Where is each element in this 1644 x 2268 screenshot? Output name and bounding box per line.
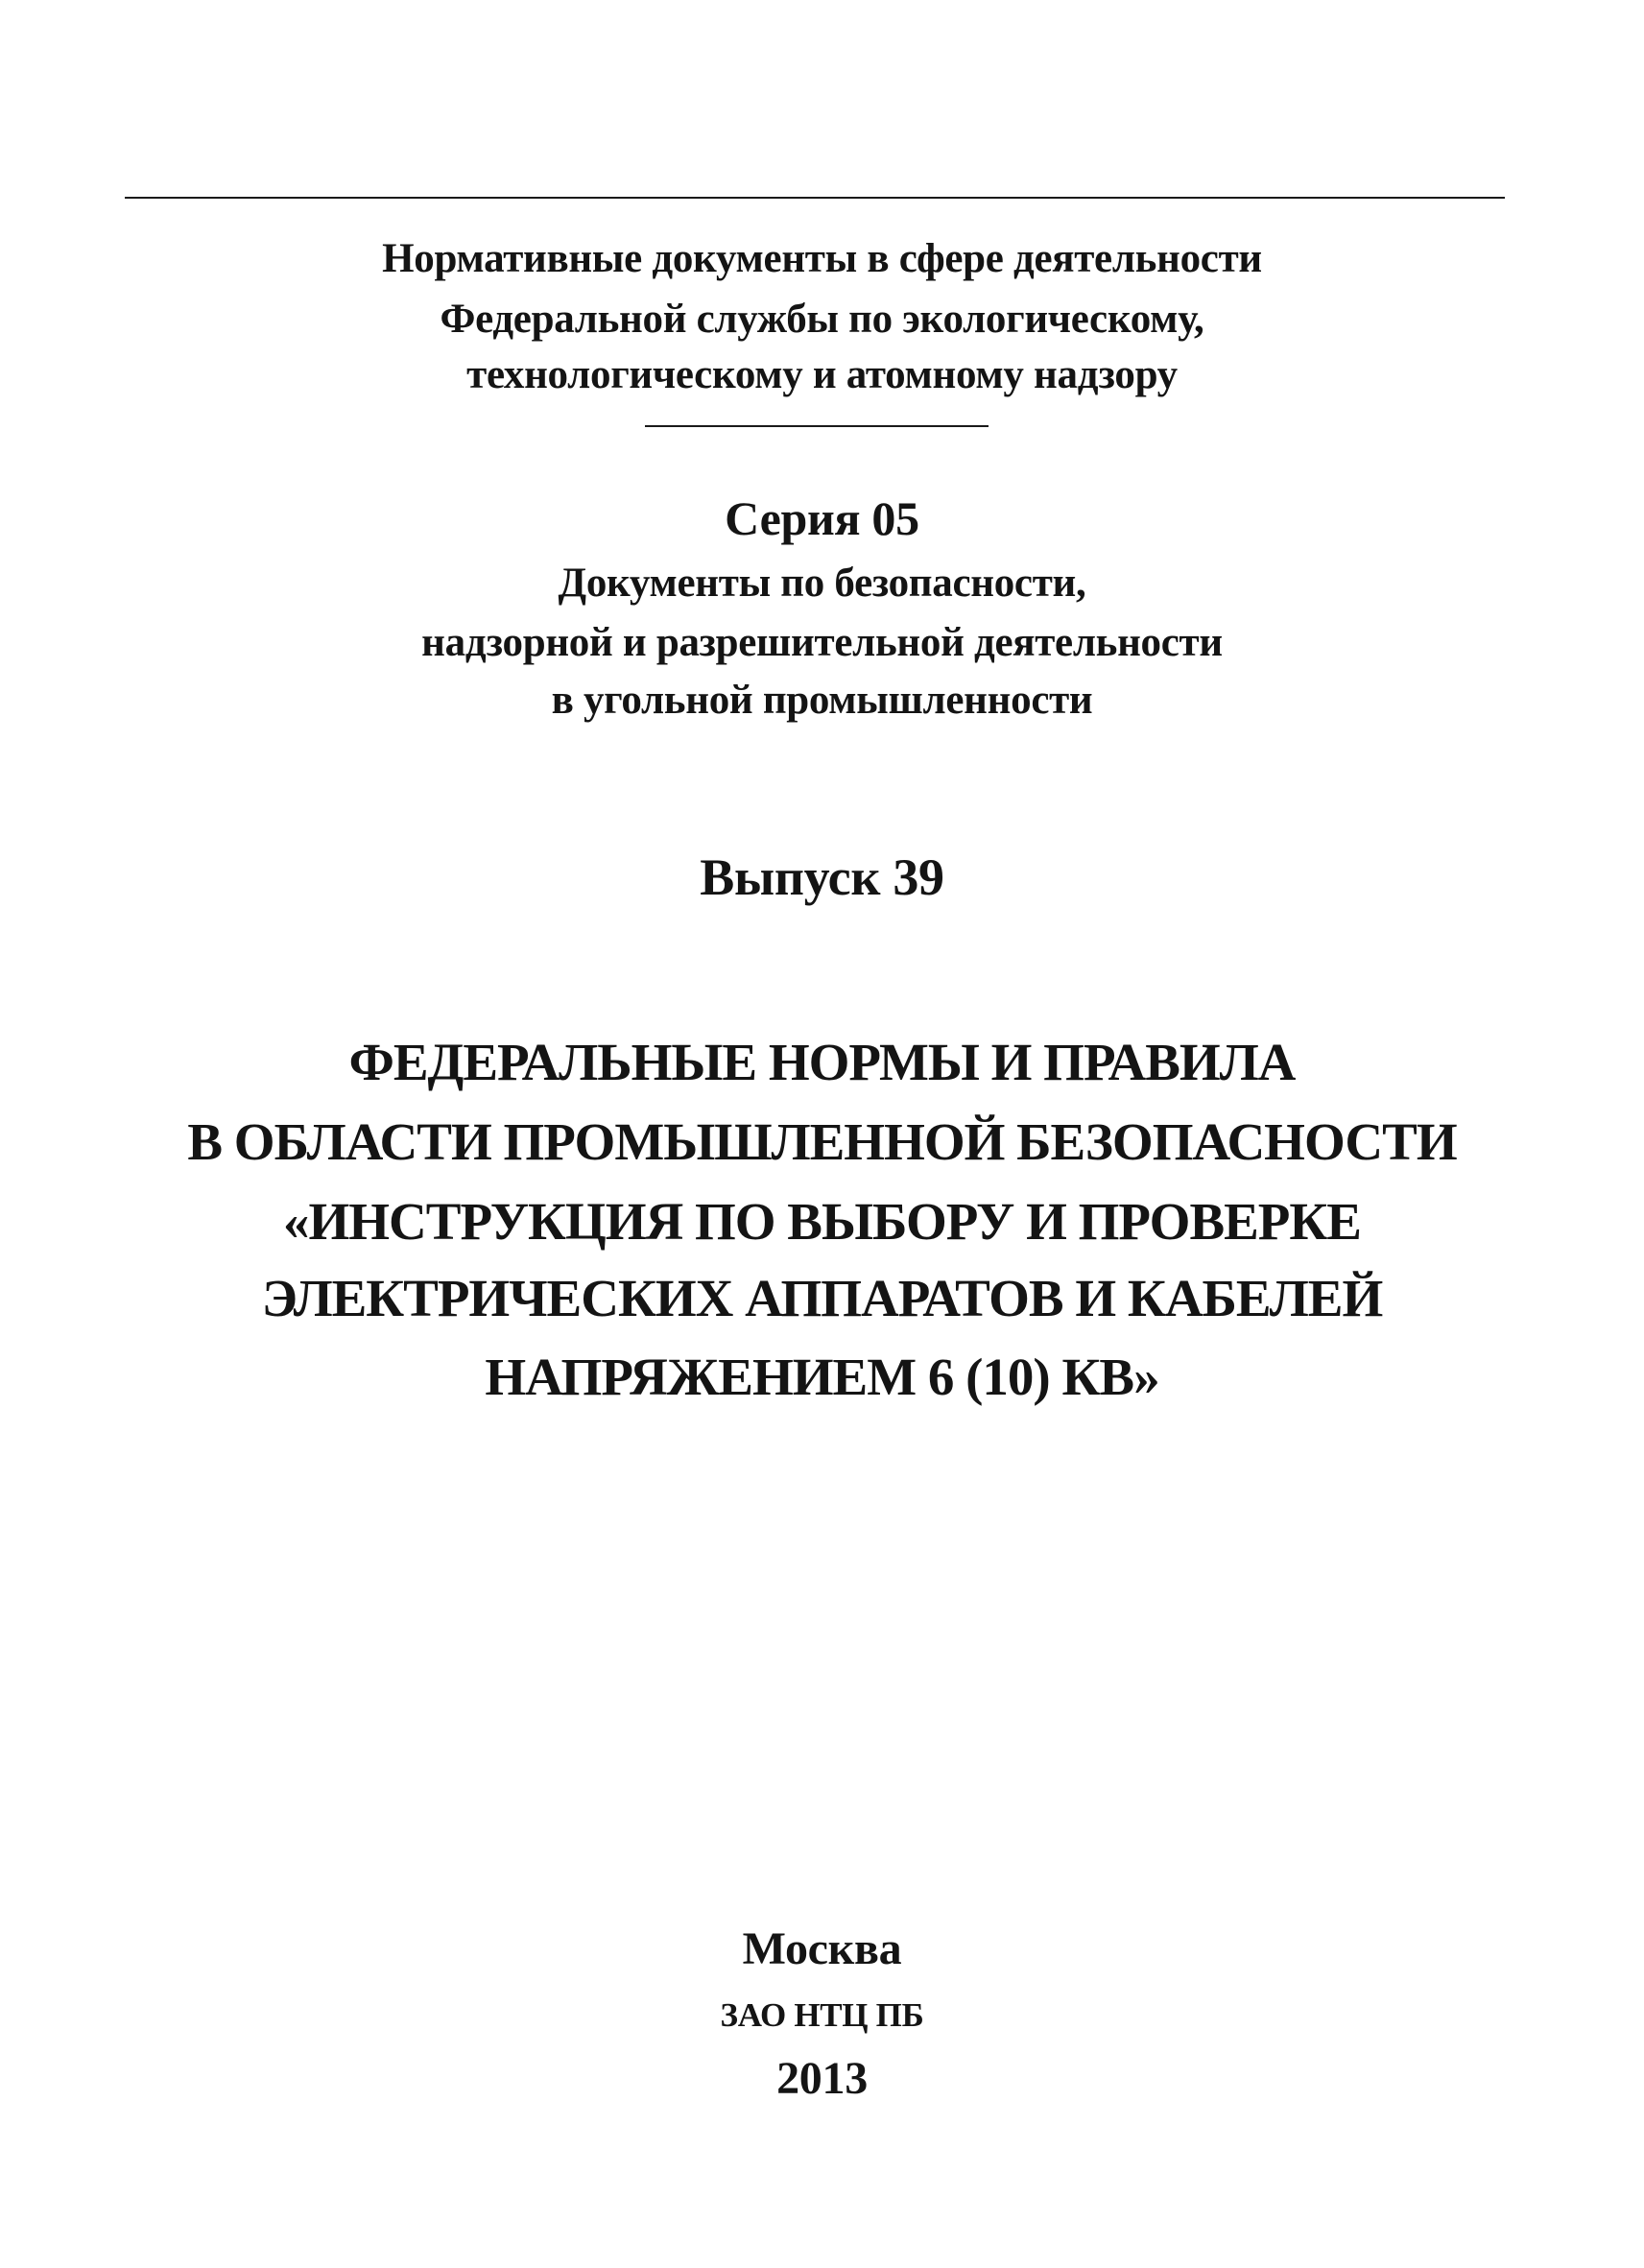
top-rule [125, 197, 1505, 199]
series-description-line: Документы по безопасности, [558, 561, 1086, 606]
document-title-line: В ОБЛАСТИ ПРОМЫШЛЕННОЙ БЕЗОПАСНОСТИ [187, 1112, 1457, 1171]
authority-line: Нормативные документы в сфере деятельности [382, 236, 1262, 281]
section-divider [645, 425, 989, 427]
document-title-line: НАПРЯЖЕНИЕМ 6 (10) КВ» [485, 1348, 1159, 1406]
document-title-line: ЭЛЕКТРИЧЕСКИХ АППАРАТОВ И КАБЕЛЕЙ [261, 1269, 1383, 1327]
document-title-line: «ИНСТРУКЦИЯ ПО ВЫБОРУ И ПРОВЕРКЕ [283, 1192, 1361, 1251]
imprint-year: 2013 [776, 2053, 868, 2104]
series-description-line: надзорной и разрешительной деятельности [421, 620, 1223, 665]
document-title-line: ФЕДЕРАЛЬНЫЕ НОРМЫ И ПРАВИЛА [348, 1033, 1296, 1091]
authority-line: Федеральной службы по экологическому, [440, 297, 1204, 342]
series-title: Серия 05 [725, 491, 919, 545]
issue-label: Выпуск 39 [700, 848, 944, 906]
imprint-city: Москва [742, 1923, 902, 1974]
imprint-publisher: ЗАО НТЦ ПБ [720, 1996, 924, 2034]
series-description-line: в угольной промышленности [551, 678, 1093, 723]
authority-line: технологическому и атомному надзору [466, 352, 1178, 397]
